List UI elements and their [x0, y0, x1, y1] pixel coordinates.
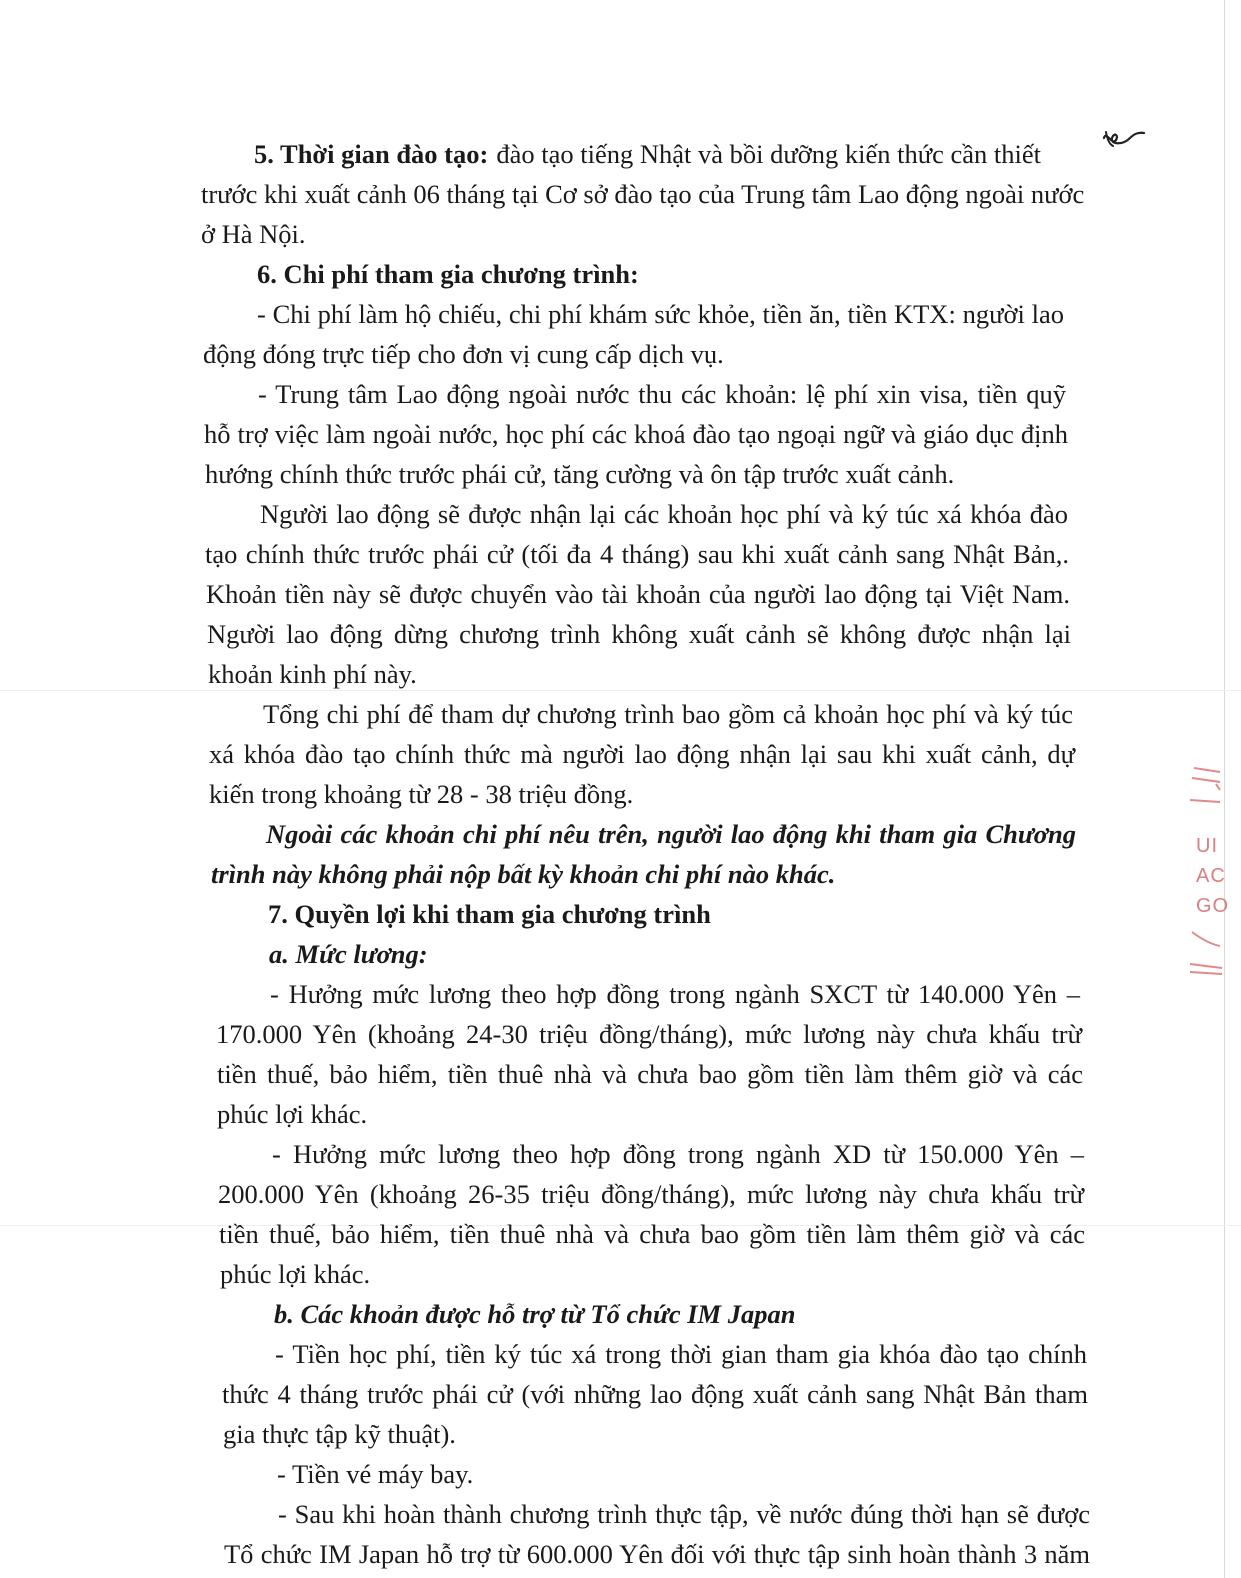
body-text: động đóng trực tiếp cho đơn vị cung cấp dịch vụ.	[203, 339, 724, 369]
body-text: - Sau khi hoàn thành chương trình thực tập, về nước đúng thời hạn sẽ được	[278, 1499, 1090, 1529]
body-text: đào tạo tiếng Nhật và bồi dưỡng kiến thức cần thiết	[496, 139, 1041, 169]
body-text: - Hưởng mức lương theo hợp đồng trong ngành SXCT từ 140.000 Yên –	[270, 979, 1080, 1009]
body-text: khoản kinh phí này.	[208, 659, 417, 689]
body-text: xá khóa đào tạo chính thức mà người lao động nhận lại sau khi xuất cảnh, dự	[209, 739, 1075, 769]
body-text: phúc lợi khác.	[220, 1259, 371, 1289]
body-text: - Tiền vé máy bay.	[277, 1459, 474, 1489]
body-text: Tổ chức IM Japan hỗ trợ từ 600.000 Yên đối với thực tập sinh hoàn thành 3 năm	[224, 1539, 1090, 1569]
body-text: tiền thuế, bảo hiểm, tiền thuê nhà và chưa bao gồm tiền làm thêm giờ và các	[217, 1059, 1083, 1089]
body-text: Người lao động dừng chương trình không xuất cảnh sẽ không được nhận lại	[207, 619, 1071, 649]
body-text: thức 4 tháng trước phái cử (với những lao động xuất cảnh sang Nhật Bản tham	[222, 1379, 1088, 1409]
emphasis-text: Ngoài các khoản chi phí nêu trên, người lao động khi tham gia Chương	[266, 819, 1076, 849]
scan-fold-line	[0, 690, 1241, 691]
stamp-text: GO	[1196, 895, 1230, 917]
section-heading-text: 7. Quyền lợi khi tham gia chương trình	[268, 899, 711, 929]
body-text: tạo chính thức trước phái cử (tối đa 4 tháng) sau khi xuất cảnh sang Nhật Bản,.	[205, 539, 1069, 569]
section-7-heading	[268, 894, 711, 936]
stamp-text: UI	[1196, 835, 1218, 857]
section-5-heading: 5. Thời gian đào tạo:	[254, 139, 489, 169]
section-5-line	[254, 134, 1064, 176]
section-6-heading	[257, 254, 639, 296]
body-text: 200.000 Yên (khoảng 26-35 triệu đồng/tháng), mức lương này chưa khấu trừ	[218, 1179, 1084, 1209]
body-text: Tổng chi phí để tham dự chương trình bao gồm cả khoản học phí và ký túc	[263, 699, 1073, 729]
emphasis-text: trình này không phải nộp bất kỳ khoản chi phí nào khác.	[211, 859, 836, 889]
body-text: gia thực tập kỹ thuật).	[223, 1419, 456, 1449]
handwritten-initial-mark	[1100, 124, 1146, 154]
body-text: kiến trong khoảng từ 28 - 38 triệu đồng.	[209, 779, 634, 809]
body-text: phúc lợi khác.	[217, 1099, 368, 1129]
subsection-a-heading: a. Mức lương:	[269, 939, 428, 969]
subsection-b-heading: b. Các khoản được hỗ trợ từ Tổ chức IM Japan	[274, 1299, 796, 1329]
body-text: - Hưởng mức lương theo hợp đồng trong ngành XD từ 150.000 Yên –	[272, 1139, 1084, 1169]
body-text: Khoản tiền này sẽ được chuyển vào tài khoản của người lao động tại Việt Nam.	[206, 579, 1070, 609]
stamp-text: AC	[1196, 865, 1226, 887]
body-text: - Trung tâm Lao động ngoài nước thu các khoản: lệ phí xin visa, tiền quỹ	[258, 379, 1066, 409]
body-text: - Tiền học phí, tiền ký túc xá trong thời gian tham gia khóa đào tạo chính	[275, 1339, 1087, 1369]
body-text: 170.000 Yên (khoảng 24-30 triệu đồng/tháng), mức lương này chưa khấu trừ	[216, 1019, 1082, 1049]
body-text: ở Hà Nội.	[201, 219, 306, 249]
section-heading-text: 6. Chi phí tham gia chương trình:	[257, 259, 639, 289]
partial-red-stamp	[1180, 760, 1230, 990]
body-text: Người lao động sẽ được nhận lại các khoản học phí và ký túc xá khóa đào	[260, 499, 1068, 529]
body-text: hỗ trợ việc làm ngoài nước, học phí các khoá đào tạo ngoại ngữ và giáo dục định	[204, 419, 1068, 449]
body-text: hướng chính thức trước phái cử, tăng cường và ôn tập trước xuất cảnh.	[205, 459, 955, 489]
body-text: - Chi phí làm hộ chiếu, chi phí khám sức khỏe, tiền ăn, tiền KTX: người lao	[257, 299, 1064, 329]
body-text: trước khi xuất cảnh 06 tháng tại Cơ sở đào tạo của Trung tâm Lao động ngoài nước	[201, 179, 1085, 209]
body-text: tiền thuế, bảo hiểm, tiền thuê nhà và chưa bao gồm tiền làm thêm giờ và các	[219, 1219, 1085, 1249]
